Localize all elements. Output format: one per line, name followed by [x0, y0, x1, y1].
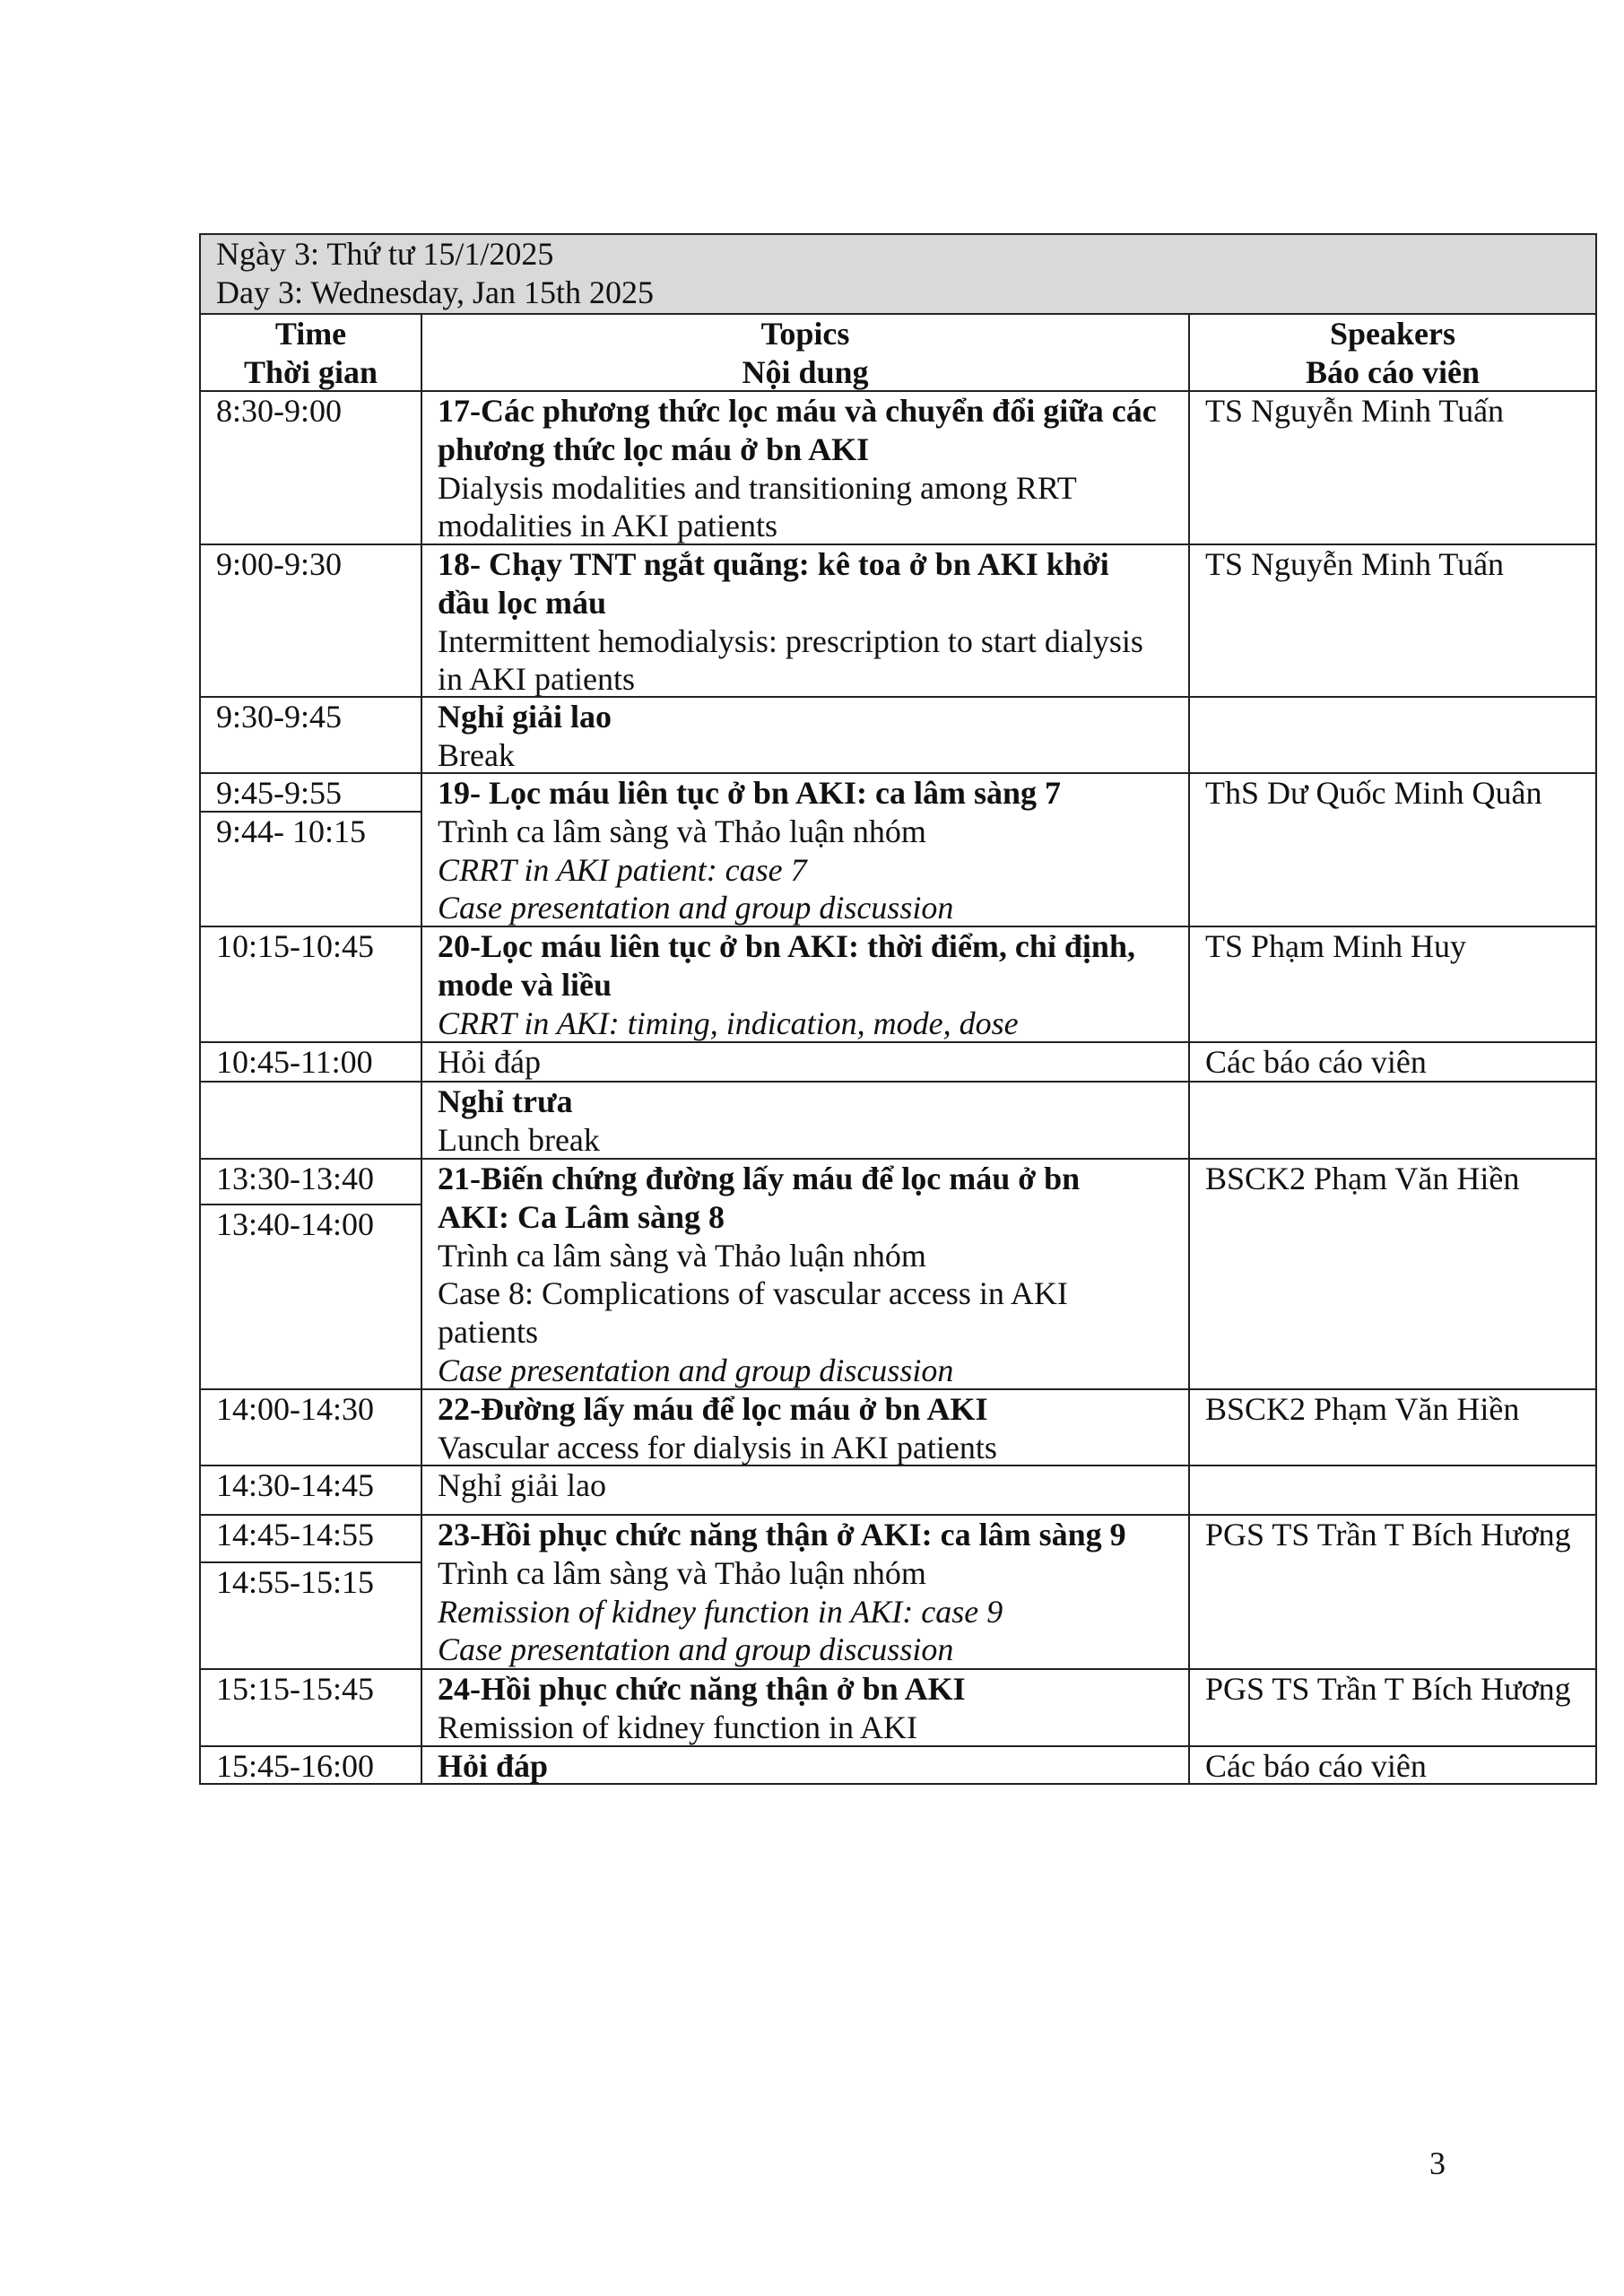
table-row	[201, 926, 1595, 1041]
table-row	[201, 1668, 1595, 1745]
topic-cell	[421, 698, 1188, 772]
column-header-time	[201, 315, 421, 390]
speaker-name: ThS Dư Quốc Minh Quân	[1205, 775, 1542, 811]
column-header-topics	[421, 315, 1188, 390]
topic-line: Intermittent hemodialysis: prescription to start dialysis	[438, 622, 1143, 659]
topic-line: modalities in AKI patients	[438, 508, 777, 544]
table-row	[201, 772, 1595, 926]
speaker-name: BSCK2 Phạm Văn Hiền	[1205, 1161, 1520, 1196]
time-slot	[201, 813, 421, 851]
time-cell	[201, 1083, 421, 1158]
speaker-cell	[1188, 1516, 1595, 1668]
column-header-row	[201, 313, 1595, 390]
speaker-cell	[1188, 1670, 1595, 1745]
time-label: 15:15-15:45	[216, 1671, 374, 1707]
speaker-name: Các báo cáo viên	[1205, 1748, 1427, 1784]
table-row	[201, 544, 1595, 696]
topic-cell	[421, 1160, 1188, 1388]
topic-line: mode và liều	[438, 966, 612, 1003]
topic-line: AKI: Ca Lâm sàng 8	[438, 1198, 725, 1235]
time-slot	[201, 1516, 421, 1563]
column-header-en: Speakers	[1329, 316, 1455, 352]
column-header-en: Time	[274, 316, 347, 352]
time-label: 14:00-14:30	[216, 1391, 374, 1427]
day-header	[201, 235, 1595, 313]
speaker-cell	[1188, 698, 1595, 772]
topic-line: CRRT in AKI patient: case 7	[438, 851, 807, 888]
topic-cell	[421, 927, 1188, 1041]
topic-line: 19- Lọc máu liên tục ở bn AKI: ca lâm sàng 7	[438, 775, 1061, 811]
topic-line: 23-Hồi phục chức năng thận ở AKI: ca lâm sàng 9	[438, 1517, 1126, 1552]
speaker-cell	[1188, 392, 1595, 544]
speaker-cell	[1188, 1043, 1595, 1081]
time-cell	[201, 1516, 421, 1668]
speaker-name: PGS TS Trần T Bích Hương	[1205, 1671, 1571, 1707]
table-row	[201, 1041, 1595, 1081]
topic-cell	[421, 774, 1188, 926]
speaker-cell	[1188, 927, 1595, 1041]
time-slot	[201, 1563, 421, 1602]
topic-line: Trình ca lâm sàng và Thảo luận nhóm	[438, 1237, 926, 1274]
time-slot	[201, 774, 421, 813]
time-cell	[201, 1160, 421, 1388]
table-row	[201, 1388, 1595, 1465]
speaker-name: BSCK2 Phạm Văn Hiền	[1205, 1391, 1520, 1427]
topic-line: Remission of kidney function in AKI: case 9	[438, 1593, 1003, 1630]
time-cell	[201, 774, 421, 926]
time-cell	[201, 1390, 421, 1465]
topic-line: Case 8: Complications of vascular access in AKI	[438, 1275, 1068, 1312]
topic-line: Vascular access for dialysis in AKI patients	[438, 1429, 997, 1465]
speaker-name: PGS TS Trần T Bích Hương	[1205, 1517, 1571, 1552]
page-number: 3	[1429, 2145, 1446, 2181]
topic-cell	[421, 1043, 1188, 1081]
time-slot	[201, 1160, 421, 1205]
topic-line: 17-Các phương thức lọc máu và chuyển đổi giữa các	[438, 393, 1157, 429]
column-header-vi: Nội dung	[742, 353, 869, 390]
topic-cell	[421, 1516, 1188, 1668]
time-label: 15:45-16:00	[216, 1748, 374, 1784]
topic-cell	[421, 1466, 1188, 1514]
speaker-name: TS Nguyễn Minh Tuấn	[1205, 393, 1505, 429]
topic-line: Hỏi đáp	[438, 1044, 541, 1080]
topic-line: Lunch break	[438, 1121, 600, 1158]
speaker-cell	[1188, 774, 1595, 926]
speaker-cell	[1188, 1160, 1595, 1388]
table-row	[201, 1081, 1595, 1158]
speaker-cell	[1188, 1083, 1595, 1158]
time-label: 13:30-13:40	[216, 1161, 374, 1196]
time-cell	[201, 1670, 421, 1745]
topic-line: 21-Biến chứng đường lấy máu để lọc máu ở bn	[438, 1161, 1081, 1196]
speaker-cell	[1188, 1747, 1595, 1783]
schedule-table	[199, 233, 1597, 1785]
topic-line: đầu lọc máu	[438, 584, 607, 621]
day-header-en: Day 3: Wednesday, Jan 15th 2025	[216, 274, 655, 310]
topic-line: patients	[438, 1314, 538, 1351]
topic-line: Hỏi đáp	[438, 1748, 549, 1784]
speaker-name: Các báo cáo viên	[1205, 1044, 1427, 1080]
column-header-vi: Báo cáo viên	[1306, 353, 1480, 390]
time-cell	[201, 1043, 421, 1081]
time-cell	[201, 927, 421, 1041]
topic-line: Nghỉ giải lao	[438, 699, 612, 735]
time-label: 10:45-11:00	[216, 1044, 373, 1080]
topic-line: Nghỉ giải lao	[438, 1467, 606, 1503]
speaker-cell	[1188, 1390, 1595, 1465]
speaker-name: TS Nguyễn Minh Tuấn	[1205, 546, 1505, 582]
topic-line: 24-Hồi phục chức năng thận ở bn AKI	[438, 1671, 966, 1707]
time-cell	[201, 545, 421, 696]
time-cell	[201, 392, 421, 544]
topic-line: 20-Lọc máu liên tục ở bn AKI: thời điểm, chỉ định,	[438, 928, 1135, 964]
topic-line: 18- Chạy TNT ngắt quãng: kê toa ở bn AKI khởi	[438, 546, 1109, 582]
topic-line: Break	[438, 736, 515, 773]
table-row	[201, 1745, 1595, 1783]
table-row	[201, 696, 1595, 772]
speaker-cell	[1188, 545, 1595, 696]
topic-line: Case presentation and group discussion	[438, 890, 954, 926]
time-label: 14:45-14:55	[216, 1517, 374, 1552]
time-label: 8:30-9:00	[216, 393, 342, 429]
topic-line: Case presentation and group discussion	[438, 1352, 954, 1388]
speaker-name: TS Phạm Minh Huy	[1205, 928, 1467, 964]
table-row	[201, 1465, 1595, 1514]
topic-line: in AKI patients	[438, 661, 635, 698]
day-header-vi: Ngày 3: Thứ tư 15/1/2025	[216, 236, 554, 272]
topic-line: 22-Đường lấy máu để lọc máu ở bn AKI	[438, 1391, 988, 1427]
time-cell	[201, 1466, 421, 1514]
topic-line: Remission of kidney function in AKI	[438, 1709, 917, 1745]
topic-cell	[421, 1390, 1188, 1465]
topic-cell	[421, 1747, 1188, 1783]
topic-cell	[421, 1083, 1188, 1158]
topic-cell	[421, 1670, 1188, 1745]
topic-line: phương thức lọc máu ở bn AKI	[438, 430, 870, 467]
time-label: 9:30-9:45	[216, 699, 342, 735]
column-header-en: Topics	[760, 316, 850, 352]
time-label: 14:55-15:15	[216, 1564, 374, 1600]
time-slot	[201, 1205, 421, 1244]
topic-cell	[421, 545, 1188, 696]
column-header-vi: Thời gian	[244, 353, 378, 390]
topic-line: CRRT in AKI: timing, indication, mode, dose	[438, 1004, 1019, 1041]
column-header-speakers	[1188, 315, 1595, 390]
time-label: 9:45-9:55	[216, 775, 342, 811]
topic-line: Trình ca lâm sàng và Thảo luận nhóm	[438, 813, 926, 849]
table-row	[201, 1514, 1595, 1668]
time-label: 14:30-14:45	[216, 1467, 374, 1503]
table-row	[201, 1158, 1595, 1388]
topic-cell	[421, 392, 1188, 544]
time-label: 9:00-9:30	[216, 546, 342, 582]
topic-line: Trình ca lâm sàng và Thảo luận nhóm	[438, 1554, 926, 1591]
topic-line: Dialysis modalities and transitioning among RRT	[438, 469, 1077, 506]
topic-line: Case presentation and group discussion	[438, 1631, 954, 1668]
time-label: 9:44- 10:15	[216, 813, 366, 849]
time-cell	[201, 698, 421, 772]
topic-line: Nghỉ trưa	[438, 1083, 573, 1119]
time-cell	[201, 1747, 421, 1783]
time-label: 13:40-14:00	[216, 1206, 374, 1242]
table-row	[201, 390, 1595, 544]
speaker-cell	[1188, 1466, 1595, 1514]
time-label: 10:15-10:45	[216, 928, 374, 964]
